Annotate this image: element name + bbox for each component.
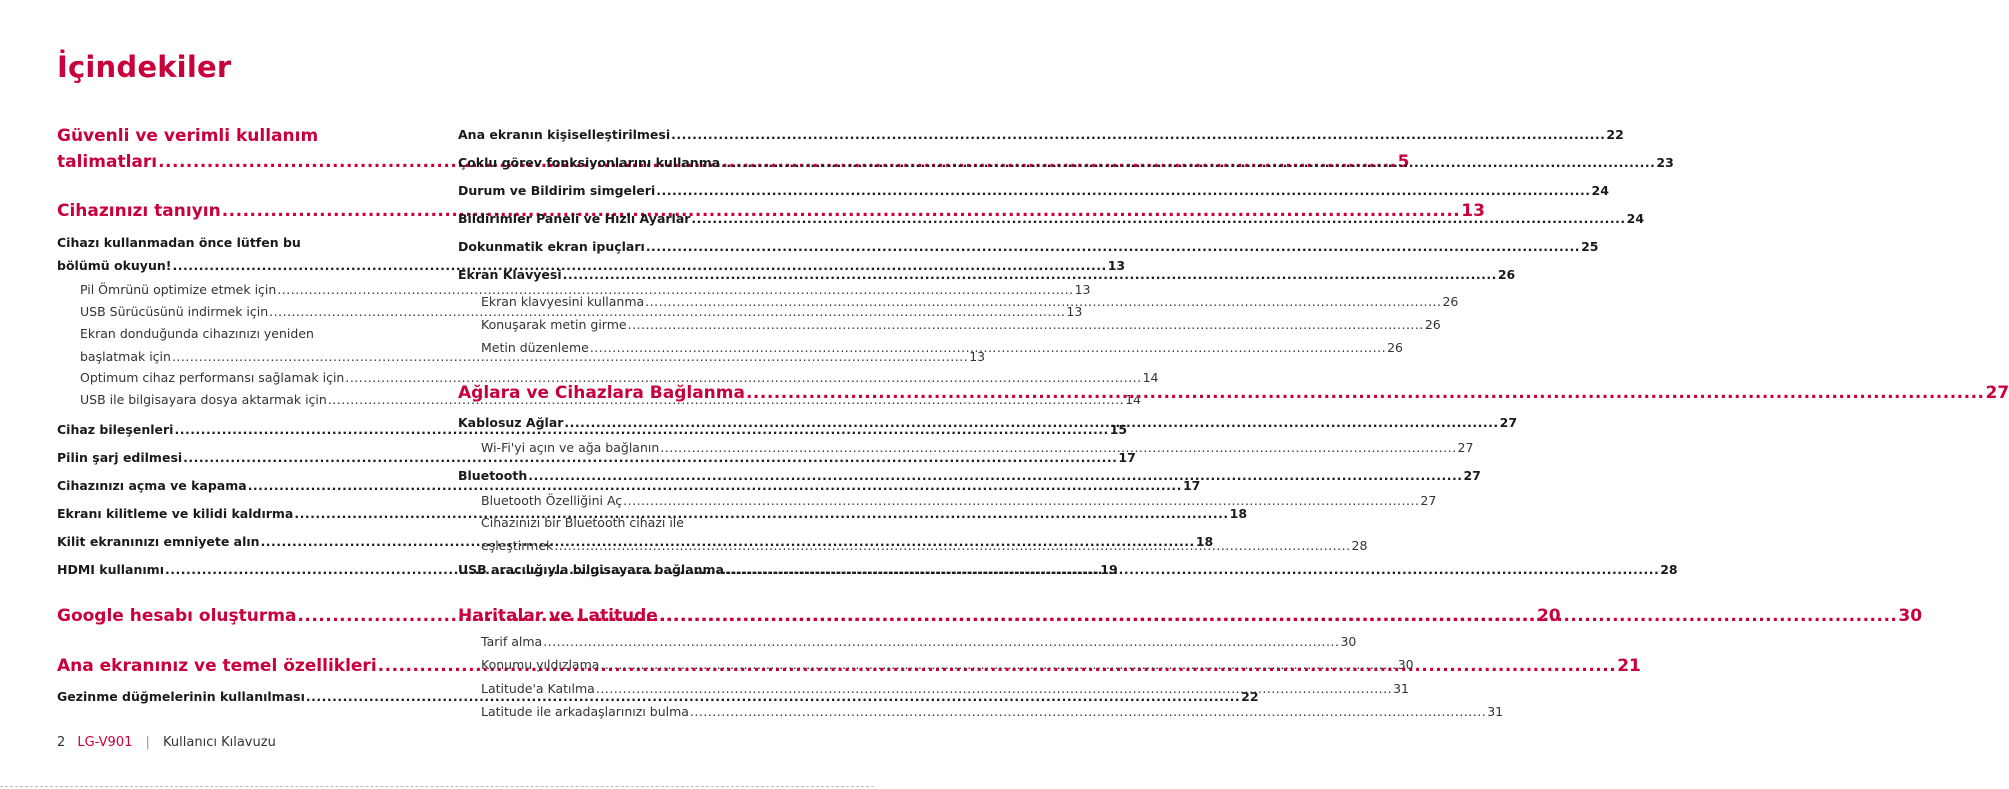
toc-leader-dots [690,700,1486,723]
toc-page-number: 19 [1100,562,1118,577]
toc-leader-dots [600,653,1396,676]
toc-page-number: 13 [1066,304,1083,319]
toc-page-number: 13 [1107,258,1126,273]
toc-page-number: 18 [1229,506,1248,521]
toc-page-number: 21 [1617,656,1641,676]
toc-entry-title-line: Cihazınızı bir Bluetooth cihazı ile [481,515,684,530]
toc-entry-title: eşleştirmek [481,538,554,553]
toc-leader-dots [596,677,1392,700]
toc-entry-title-line: Ekran donduğunda cihazınızı yeniden [80,326,314,341]
toc-page-number: 13 [969,349,986,364]
toc-leader-dots [564,411,1498,434]
toc-page-number: 13 [1074,282,1091,297]
toc-page-number: 15 [1109,422,1128,437]
toc-entry [458,700,1504,723]
toc-entry [57,278,1091,301]
page-bottom-rule [0,786,874,787]
toc-page-number: 23 [1656,155,1674,170]
toc-entry [458,235,1599,258]
toc-leader-dots [623,489,1419,512]
footer-model: LG-V901 [77,735,133,750]
toc-leader-dots [659,603,1898,629]
toc-entry-title: Pil Ömrünü optimize etmek için [80,282,277,297]
toc-page-number: 26 [1387,340,1403,355]
toc-page-number: 24 [1591,183,1609,198]
toc-entry [458,151,1674,174]
toc-entry-title-line: Cihazı kullanmadan önce lütfen bu [57,235,301,250]
toc-entry-title: Durum ve Bildirim simgeleri [458,183,656,198]
toc-entry-title: Dokunmatik ekran ipuçları [458,239,645,254]
toc-entry-title: Optimum cihaz performansı sağlamak için [80,370,345,385]
toc-entry [57,366,1159,389]
toc-page-number: 27 [1463,468,1481,483]
toc-page-number: 17 [1118,450,1136,465]
toc-page-number: 27 [1457,440,1474,455]
toc-entry-title: Ekran Klavyesi [458,267,562,282]
toc-entry-title: talimatları [57,152,158,172]
toc-page-number: 27 [1499,415,1518,430]
toc-entry-title: Latitude'a Katılma [481,681,595,696]
toc-entry-title: Konumu yıldızlama [481,657,600,672]
toc-entry-title: Cihazınızı açma ve kapama [57,478,247,493]
toc-entry-title: Ekran klavyesini kullanma [481,294,645,309]
toc-leader-dots [746,380,1985,406]
toc-page-number: 17 [1182,478,1201,493]
toc-entry-title: başlatmak için [80,349,171,364]
toc-page-number: 30 [1397,657,1414,672]
toc-entry-title: Pilin şarj edilmesi [57,450,183,465]
toc-entry-title: Cihaz bileşenleri [57,422,174,437]
toc-page-number: 22 [1241,689,1259,704]
toc-entry-title: Ağlara ve Cihazlara Bağlanma [458,383,745,403]
toc-entry-title: USB ile bilgisayara dosya aktarmak için [80,392,327,407]
page-footer [57,735,276,750]
toc-leader-dots [691,207,1625,230]
toc-entry [458,653,1414,676]
toc-page-number: 20 [1536,606,1561,626]
toc-page-number: 28 [1660,562,1678,577]
toc-entry [458,313,1441,336]
toc-page-number: 31 [1487,704,1504,719]
toc-entry-title: Bildirimler Paneli ve Hızlı Ayarlar [458,211,691,226]
toc-entry-title: Cihazınızı tanıyın [57,201,221,221]
toc-page-number: 27 [1985,383,2009,403]
toc-leader-dots [543,630,1339,653]
toc-entry-title: Haritalar ve Latitude [458,606,658,626]
toc-page-number: 26 [1424,317,1441,332]
toc-page-number: 31 [1393,681,1410,696]
toc-leader-dots [554,534,1350,557]
toc-entry-title: Ekranı kilitleme ve kilidi kaldırma [57,506,294,521]
toc-page-number: 22 [1606,127,1624,142]
toc-page-number: 13 [1461,201,1485,221]
toc-entry-title-line: Güvenli ve verimli kullanım [57,126,319,146]
toc-entry-title: Konuşarak metin girme [481,317,627,332]
footer-manual-title: Kullanıcı Kılavuzu [163,735,276,750]
toc-page-number: 30 [1898,606,1923,626]
toc-leader-dots [721,151,1655,174]
toc-entry-title: Bluetooth [458,468,528,483]
toc-page-number: 28 [1351,538,1368,553]
toc-leader-dots [645,290,1441,313]
toc-leader-dots [725,558,1659,581]
toc-entry-title: USB Sürücüsünü indirmek için [80,304,269,319]
toc-entry-title: Bluetooth Özelliğini Aç [481,493,623,508]
toc-page-number: 27 [1420,493,1437,508]
toc-leader-dots [646,235,1580,258]
toc-entry-title: Metin düzenleme [481,340,589,355]
toc-page-number: 24 [1626,211,1645,226]
toc-entry-title: Latitude ile arkadaşlarınızı bulma [481,704,689,719]
toc-entry-title: Kilit ekranınızı emniyete alın [57,534,260,549]
toc-entry [458,179,1609,202]
toc-leader-dots [528,464,1462,487]
toc-page-number: 26 [1497,267,1516,282]
toc-page-number: 5 [1397,152,1410,172]
toc-page-number: 18 [1195,534,1214,549]
toc-page-number: 26 [1442,294,1459,309]
toc-entry-title: Google hesabı oluşturma [57,606,297,626]
footer-page-number: 2 [57,735,66,750]
toc-page-number: 14 [1125,392,1141,407]
toc-leader-dots [656,179,1590,202]
toc-entry-title: bölümü okuyun! [57,258,172,273]
toc-entry [458,489,1437,512]
toc-entry-title: HDMI kullanımı [57,562,164,577]
toc-entry-title: Kablosuz Ağlar [458,415,564,430]
toc-page-number: 25 [1581,239,1599,254]
toc-entry-title: Gezinme düğmelerinin kullanılması [57,689,305,704]
toc-entry-title: Çoklu görev fonksiyonlarını kullanma [458,155,721,170]
toc-entry [458,123,1624,146]
toc-entry-title: Wi-Fi'yi açın ve ağa bağlanın [481,440,660,455]
footer-separator: | [145,735,150,750]
toc-entry-title: Tarif alma [481,634,543,649]
toc-entry-title: USB aracılığıyla bilgisayara bağlanma [458,562,724,577]
toc-page-number: 14 [1142,370,1159,385]
toc-leader-dots [563,263,1497,286]
toc-leader-dots [590,336,1386,359]
toc-entry-title: Ana ekranın kişiselleştirilmesi [458,127,671,142]
page-title: İçindekiler [57,50,232,84]
toc-leader-dots [628,313,1424,336]
toc-page-number: 30 [1340,634,1357,649]
toc-leader-dots [671,123,1605,146]
toc-entry [458,630,1357,653]
toc-entry-title: Ana ekranınız ve temel özellikleri [57,656,377,676]
toc-leader-dots [660,436,1456,459]
